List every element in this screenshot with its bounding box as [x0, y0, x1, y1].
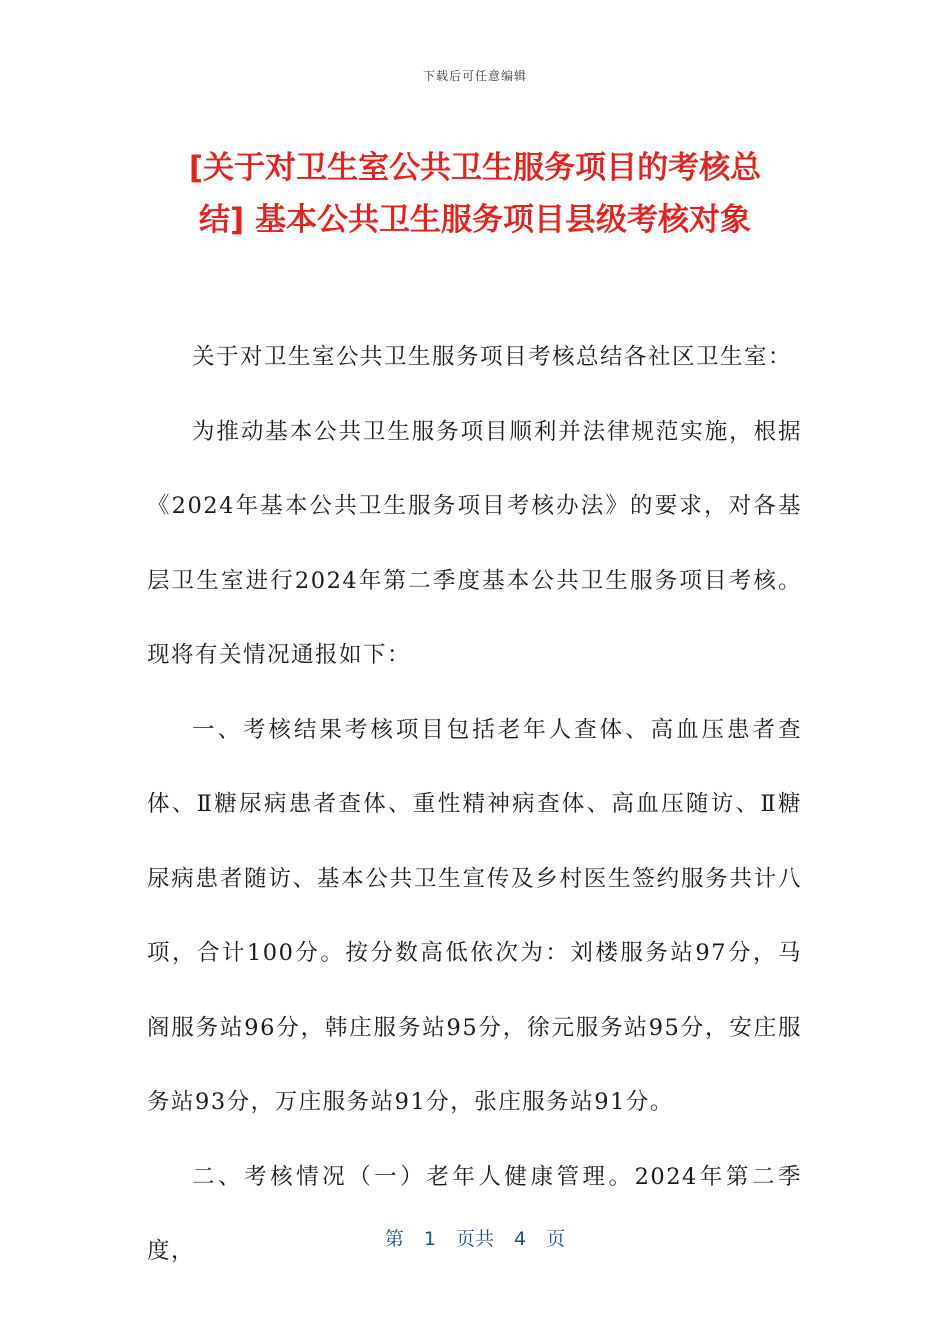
page-footer [0, 1224, 950, 1251]
paragraph-intro: 为推动基本公共卫生服务项目顺利并法律规范实施，根据《2024年基本公共卫生服务项目考核办法》的要求，对各基层卫生室进行2024年第二季度基本公共卫生服务项目考核。现将有关情况通报如下： [147, 418, 802, 668]
header-note: 下载后可任意编辑 [422, 69, 527, 83]
document-body [147, 320, 802, 1289]
paragraph-results: 一、考核结果考核项目包括老年人查体、高血压患者查体、Ⅱ糖尿病患者查体、重性精神病查体、高血压随访、Ⅱ糖尿病患者随访、基本公共卫生宣传及乡村医生签约服务共计八项，合计100分。按分数高低依次为：刘楼服务站97分，马阁服务站96分，韩庄服务站95分，徐元服务站95分，安庄服务站93分，万庄服务站91分，张庄服务站91分。 [147, 716, 802, 1115]
footer-suffix: 页 [546, 1228, 566, 1250]
document-title [100, 142, 850, 246]
footer-prefix: 第 [384, 1228, 404, 1250]
footer-total-pages: 4 [514, 1228, 527, 1250]
paragraph-situation: 二、考核情况（一）老年人健康管理。2024年第二季度， [147, 1163, 802, 1264]
title-line-1: [关于对卫生室公共卫生服务项目的考核总 [188, 150, 762, 186]
footer-mid: 页共 [455, 1228, 494, 1250]
footer-page-number: 1 [423, 1228, 436, 1250]
title-line-2: 结] 基本公共卫生服务项目县级考核对象 [199, 202, 751, 238]
paragraph-salutation: 关于对卫生室公共卫生服务项目考核总结各社区卫生室： [192, 344, 793, 370]
